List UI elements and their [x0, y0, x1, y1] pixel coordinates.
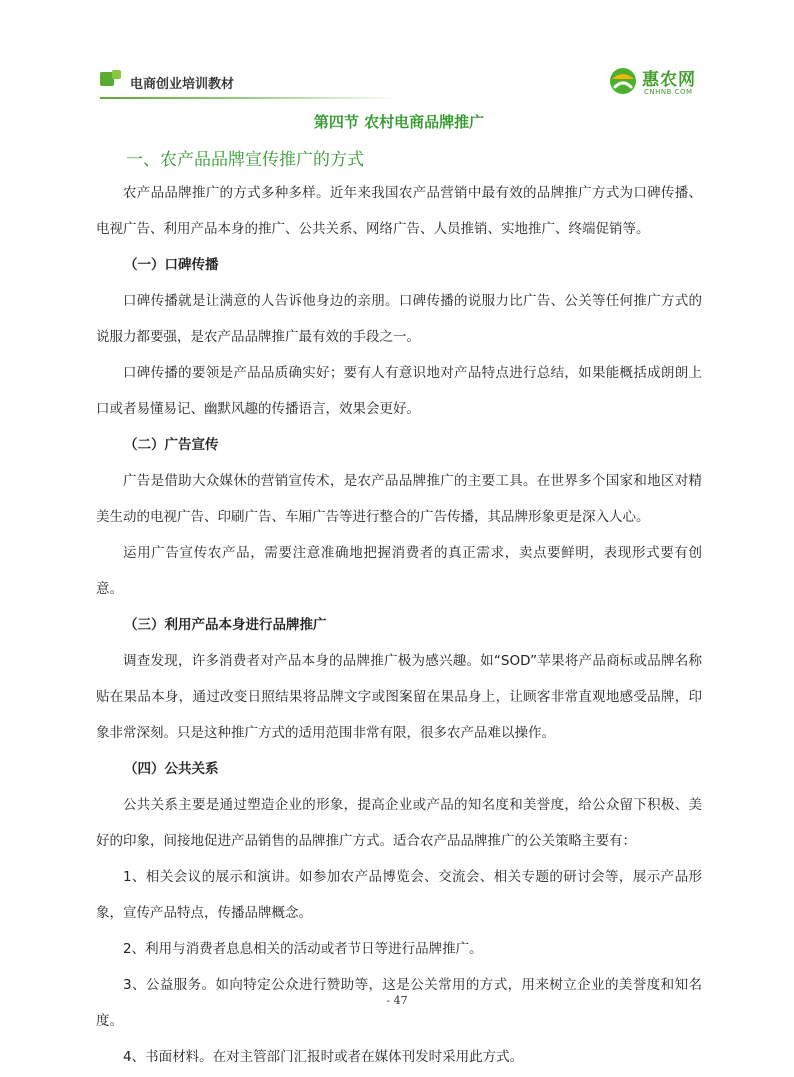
- list-item: 2、利用与消费者息息相关的活动或者节日等进行品牌推广。: [123, 941, 483, 957]
- subsection-heading: （二）广告宣传: [124, 437, 219, 453]
- logo-domain: CNHNB.COM: [644, 88, 693, 96]
- list-item: 4、书面材料。在对主管部门汇报时或者在媒体刊发时采用此方式。: [123, 1049, 524, 1065]
- intro-paragraph: 农产品品牌推广的方式多种多样。近年来我国农产品营销中最有效的品牌推广方式为口碑传播、电视广告、利用产品本身的推广、公共关系、网络广告、人员推销、实地推广、终端促销等。: [96, 185, 702, 237]
- part-title: 一、农产品品牌宣传推广的方式: [126, 150, 364, 170]
- page-number: - 47: [386, 994, 408, 1007]
- paragraph: 口碑传播就是让满意的人告诉他身边的亲朋。口碑传播的说服力比广告、公关等任何推广方式的说服力都要强，是农产品品牌推广最有效的手段之一。: [96, 293, 702, 345]
- paragraph: 公共关系主要是通过塑造企业的形象，提高企业或产品的知名度和美誉度，给公众留下积极、美好的印象，间接地促进产品销售的品牌推广方式。适合农产品品牌推广的公关策略主要有：: [96, 797, 702, 849]
- doc-series-title: 电商创业培训教材: [130, 77, 235, 92]
- paragraph: 广告是借助大众媒休的营销宣传术，是农产品品牌推广的主要工具。在世界多个国家和地区对精美生动的电视广告、印刷广告、车厢广告等进行整合的广告传播，其品牌形象更是深入人心。: [96, 473, 702, 525]
- publisher-logo: [608, 66, 708, 100]
- subsection-heading: （三）利用产品本身进行品牌推广: [124, 617, 327, 633]
- page-content: [96, 110, 702, 1075]
- paragraph: 口碑传播的要领是产品品质确实好；要有人有意识地对产品特点进行总结，如果能概括成朗朗上口或者易懂易记、幽默风趣的传播语言，效果会更好。: [96, 365, 702, 417]
- page-header: [0, 0, 794, 104]
- section-title: 第四节 农村电商品牌推广: [313, 113, 485, 131]
- paragraph: 运用广告宣传农产品，需要注意准确地把握消费者的真正需求，卖点要鲜明，表现形式要有创意。: [96, 545, 702, 597]
- paragraph: 调查发现，许多消费者对产品本身的品牌推广极为感兴趣。如“SOD”苹果将产品商标或品牌名称贴在果品本身，通过改变日照结果将品牌文字或图案留在果品身上，让顾客非常直观地感受品牌，印象非常深刻。只是这种推广方式的适用范围非常有限，很多农产品难以操作。: [96, 653, 702, 741]
- subsection-heading: （四）公共关系: [124, 761, 219, 777]
- header-rule: [100, 97, 400, 99]
- subsection-heading: （一）口碑传播: [124, 257, 219, 273]
- logo-name: 惠农网: [642, 70, 696, 90]
- sprout-logo-icon: [608, 66, 638, 96]
- series-mark-icon: [100, 70, 122, 88]
- list-item: 1、相关会议的展示和演讲。如参加农产品博览会、交流会、相关专题的研讨会等，展示产品形象，宣传产品特点，传播品牌概念。: [96, 869, 702, 921]
- list-item: 3、公益服务。如向特定公众进行赞助等，这是公关常用的方式，用来树立企业的美誉度和知名度。: [96, 977, 702, 1029]
